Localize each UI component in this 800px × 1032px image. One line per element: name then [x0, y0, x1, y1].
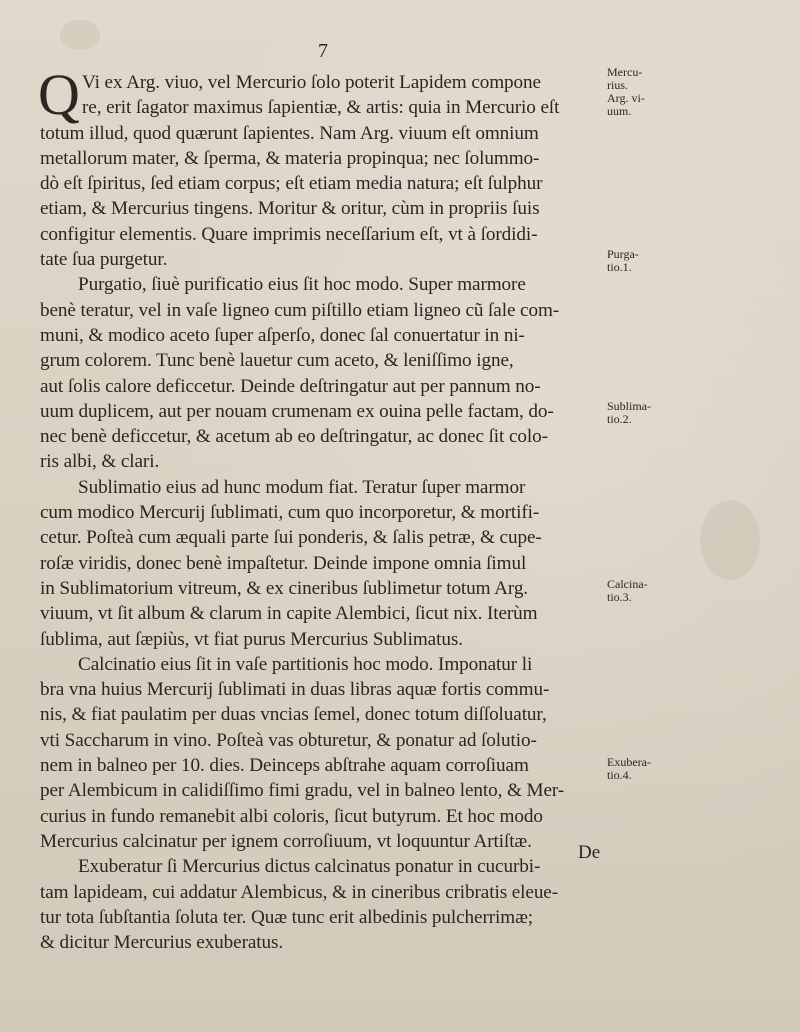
text-line: muni, & modico aceto ſuper aſperſo, donec ſal conuertatur in ni-: [40, 324, 525, 346]
text-line: aut ſolis calore deficcetur. Deinde deſtringatur aut per pannum no-: [40, 375, 541, 397]
text-line: uum duplicem, aut per nouam crumenam ex ouina pelle factam, do-: [40, 400, 554, 422]
margin-note-label: Calcina- tio.3.: [607, 577, 648, 604]
text-line: Calcinatio eius ſit in vaſe partitionis hoc modo. Imponatur li: [78, 653, 533, 675]
margin-note-label: Purga- tio.1.: [607, 247, 639, 274]
margin-note-exuberatio: [607, 756, 687, 782]
paper-stain: [700, 500, 760, 580]
text-line: tate ſua purgetur.: [40, 249, 168, 271]
text-line: curius in fundo remanebit albi coloris, ſicut butyrum. Et hoc modo: [40, 805, 543, 827]
text-line: grum colorem. Tunc benè lauetur cum aceto, & leniſſimo igne,: [40, 350, 514, 372]
text-line: Exuberatur ſi Mercurius dictus calcinatus ponatur in cucurbi-: [78, 856, 541, 878]
text-line: re, erit ſagator maximus ſapientiæ, & artis: quia in Mercurio eſt: [82, 97, 560, 119]
text-line: nem in balneo per 10. dies. Deinceps abſtrahe aquam corroſiuam: [40, 755, 529, 777]
text-line: totum illud, quod quærunt ſapientes. Nam Arg. viuum eſt omnium: [40, 122, 539, 144]
main-text: [38, 62, 600, 955]
text-line: nec benè deficcetur, & acetum ab eo deſtringatur, ac donec ſit colo-: [40, 426, 548, 448]
text-line: nis, & fiat paulatim per duas vncias ſemel, donec totum diſſoluatur,: [40, 704, 547, 726]
text-line: in Sublimatorium vitreum, & ex cineribus ſublimetur totum Arg.: [40, 577, 529, 599]
text-line: per Alembicum in calidiſſimo fimi gradu, vel in balneo lento, & Mer-: [40, 780, 565, 802]
margin-note-label: Sublima- tio.2.: [607, 399, 651, 426]
margin-note-mercurius: [607, 66, 687, 118]
margin-note-purgatio: [607, 248, 687, 274]
margin-note-label: Exubera- tio.4.: [607, 755, 651, 782]
text-line: Mercurius calcinatur per ignem corroſiuum, vt loquuntur Artiſtæ.: [40, 830, 532, 852]
text-line: roſæ viridis, donec benè impaſtetur. Deinde impone omnia ſimul: [40, 552, 527, 574]
margin-note-label: Mercu- rius. Arg. vi- uum.: [607, 65, 645, 118]
paper-stain: [60, 20, 100, 50]
drop-cap: Q: [38, 62, 80, 127]
text-line: viuum, vt ſit album & clarum in capite Alembici, ſicut nix. Iterùm: [40, 603, 538, 625]
text-line: bra vna huius Mercurij ſublimati in duas libras aquæ fortis commu-: [40, 679, 550, 701]
margin-note-sublimatio: [607, 400, 687, 426]
text-line: tam lapideam, cui addatur Alembicus, & in cineribus cribratis eleue-: [40, 881, 559, 903]
text-line: dò eſt ſpiritus, ſed etiam corpus; eſt etiam media natura; eſt ſulphur: [40, 173, 543, 195]
text-line: Purgatio, ſiuè purificatio eius ſit hoc modo. Super marmore: [78, 274, 526, 296]
catchword: De: [578, 842, 601, 863]
text-line: etiam, & Mercurius tingens. Moritur & oritur, cùm in propriis ſuis: [40, 198, 540, 220]
text-line: Vi ex Arg. viuo, vel Mercurio ſolo poterit Lapidem compone: [82, 72, 541, 93]
text-line: configitur elementis. Quare imprimis neceſſarium eſt, vt à ſordidi-: [40, 223, 538, 245]
text-line: cum modico Mercurij ſublimati, cum quo incorporetur, & mortifi-: [40, 502, 540, 524]
text-line: vti Saccharum in vino. Poſteà vas obturetur, & ponatur ad ſolutio-: [40, 729, 537, 751]
text-line: tur tota ſubſtantia ſoluta ter. Quæ tunc erit albedinis pulcherrimæ;: [40, 906, 534, 928]
text-line: metallorum mater, & ſperma, & materia propinqua; nec ſolummo-: [40, 147, 540, 169]
text-line: benè teratur, vel in vaſe ligneo cum piſtillo etiam ligneo cũ ſale com-: [40, 299, 560, 321]
text-line: ſublima, aut ſæpiùs, vt fiat purus Mercurius Sublimatus.: [40, 628, 463, 650]
margin-note-calcinatio: [607, 578, 687, 604]
page-number: 7: [318, 40, 328, 62]
text-line: ris albi, & clari.: [40, 451, 160, 473]
text-line: & dicitur Mercurius exuberatus.: [40, 932, 284, 954]
text-line: Sublimatio eius ad hunc modum fiat. Teratur ſuper marmor: [78, 476, 526, 498]
text-line: cetur. Poſteà cum æquali parte ſui ponderis, & ſalis petræ, & cupe-: [40, 527, 542, 549]
